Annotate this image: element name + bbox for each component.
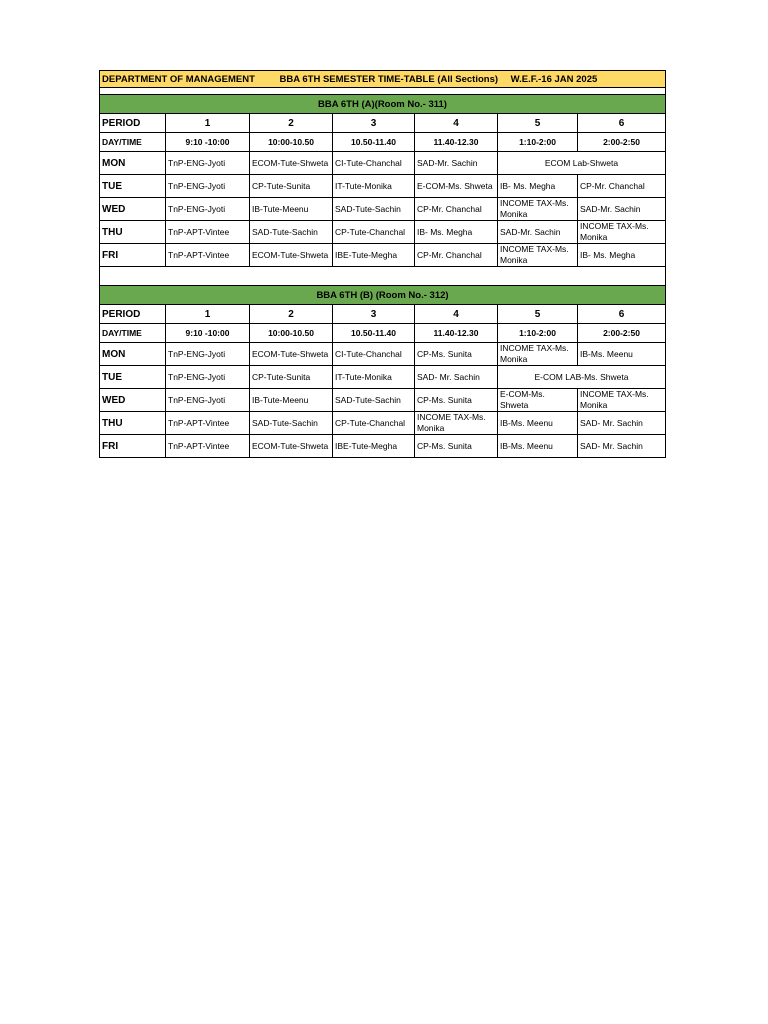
day-cell: MON	[100, 152, 166, 175]
table-cell: SAD-Mr. Sachin	[578, 198, 666, 221]
period-2: 2	[250, 114, 333, 133]
daytime-label: DAY/TIME	[100, 324, 166, 343]
period-row	[100, 114, 666, 133]
table-cell: CP-Ms. Sunita	[415, 343, 498, 366]
table-cell: SAD-Mr. Sachin	[498, 221, 578, 244]
table-cell: TnP-APT-Vintee	[166, 244, 250, 267]
period-6: 6	[578, 305, 666, 324]
table-cell: SAD-Tute-Sachin	[250, 412, 333, 435]
time-2: 10:00-10.50	[250, 133, 333, 152]
daytime-label: DAY/TIME	[100, 133, 166, 152]
table-row	[100, 366, 666, 389]
time-6: 2:00-2:50	[578, 133, 666, 152]
table-row	[100, 198, 666, 221]
table-cell: CI-Tute-Chanchal	[333, 343, 415, 366]
day-cell: FRI	[100, 435, 166, 458]
table-cell: INCOME TAX-Ms. Monika	[578, 221, 666, 244]
table-cell: CP-Mr. Chanchal	[578, 175, 666, 198]
department-title: DEPARTMENT OF MANAGEMENT	[102, 73, 255, 85]
table-cell: INCOME TAX-Ms. Monika	[498, 343, 578, 366]
table-row	[100, 244, 666, 267]
table-cell: IBE-Tute-Megha	[333, 244, 415, 267]
table-cell: IB-Tute-Meenu	[250, 389, 333, 412]
table-cell: IBE-Tute-Megha	[333, 435, 415, 458]
period-5: 5	[498, 114, 578, 133]
period-1: 1	[166, 305, 250, 324]
timetable	[99, 70, 666, 458]
table-cell: IB-Ms. Meenu	[578, 343, 666, 366]
table-cell: CP-Tute-Sunita	[250, 175, 333, 198]
day-cell: TUE	[100, 366, 166, 389]
table-cell: IB-Ms. Meenu	[498, 435, 578, 458]
period-label: PERIOD	[100, 305, 166, 324]
table-cell: INCOME TAX-Ms. Monika	[415, 412, 498, 435]
period-2: 2	[250, 305, 333, 324]
period-5: 5	[498, 305, 578, 324]
table-cell: CP-Mr. Chanchal	[415, 244, 498, 267]
table-row	[100, 412, 666, 435]
wef-date: W.E.F.-16 JAN 2025	[510, 73, 598, 85]
table-cell: IB- Ms. Megha	[578, 244, 666, 267]
table-cell: CP-Tute-Chanchal	[333, 412, 415, 435]
table-cell: CP-Ms. Sunita	[415, 389, 498, 412]
table-row	[100, 221, 666, 244]
table-row	[100, 389, 666, 412]
section-a-header	[100, 95, 666, 114]
table-cell: TnP-ENG-Jyoti	[166, 198, 250, 221]
table-cell: IT-Tute-Monika	[333, 366, 415, 389]
time-1: 9:10 -10:00	[166, 133, 250, 152]
period-3: 3	[333, 305, 415, 324]
table-cell: CP-Tute-Chanchal	[333, 221, 415, 244]
table-cell: TnP-ENG-Jyoti	[166, 389, 250, 412]
table-cell: ECOM-Tute-Shweta	[250, 244, 333, 267]
day-cell: FRI	[100, 244, 166, 267]
table-cell: INCOME TAX-Ms. Monika	[498, 244, 578, 267]
table-cell: SAD-Tute-Sachin	[250, 221, 333, 244]
table-cell: TnP-ENG-Jyoti	[166, 366, 250, 389]
table-cell: SAD-Mr. Sachin	[415, 152, 498, 175]
table-cell: TnP-APT-Vintee	[166, 435, 250, 458]
table-cell: IT-Tute-Monika	[333, 175, 415, 198]
day-cell: THU	[100, 221, 166, 244]
table-cell: ECOM-Tute-Shweta	[250, 343, 333, 366]
section-b-title: BBA 6TH (B) (Room No.- 312)	[100, 286, 666, 305]
table-cell: E-COM-Ms. Shweta	[415, 175, 498, 198]
day-cell: MON	[100, 343, 166, 366]
day-cell: WED	[100, 198, 166, 221]
section-b-header	[100, 286, 666, 305]
table-cell: TnP-ENG-Jyoti	[166, 175, 250, 198]
title-row	[100, 71, 666, 88]
table-cell: TnP-APT-Vintee	[166, 412, 250, 435]
period-4: 4	[415, 114, 498, 133]
time-4: 11.40-12.30	[415, 324, 498, 343]
table-row	[100, 175, 666, 198]
table-cell: SAD-Tute-Sachin	[333, 389, 415, 412]
period-row	[100, 305, 666, 324]
table-cell: ECOM-Tute-Shweta	[250, 152, 333, 175]
table-row	[100, 343, 666, 366]
table-cell: SAD-Tute-Sachin	[333, 198, 415, 221]
table-cell: IB- Ms. Megha	[498, 175, 578, 198]
table-cell: INCOME TAX-Ms. Monika	[578, 389, 666, 412]
time-2: 10:00-10.50	[250, 324, 333, 343]
table-cell: ECOM Lab-Shweta	[498, 152, 666, 175]
day-cell: THU	[100, 412, 166, 435]
time-3: 10.50-11.40	[333, 133, 415, 152]
table-cell: SAD- Mr. Sachin	[578, 412, 666, 435]
table-cell: ECOM-Tute-Shweta	[250, 435, 333, 458]
table-cell: SAD- Mr. Sachin	[415, 366, 498, 389]
period-3: 3	[333, 114, 415, 133]
period-6: 6	[578, 114, 666, 133]
time-row	[100, 324, 666, 343]
table-row	[100, 152, 666, 175]
timetable-sheet	[99, 70, 665, 458]
period-label: PERIOD	[100, 114, 166, 133]
table-row	[100, 435, 666, 458]
time-5: 1:10-2:00	[498, 324, 578, 343]
day-cell: WED	[100, 389, 166, 412]
day-cell: TUE	[100, 175, 166, 198]
spacer-row	[100, 88, 666, 95]
table-cell: TnP-APT-Vintee	[166, 221, 250, 244]
period-4: 4	[415, 305, 498, 324]
table-cell: INCOME TAX-Ms. Monika	[498, 198, 578, 221]
table-cell: CP-Ms. Sunita	[415, 435, 498, 458]
time-row	[100, 133, 666, 152]
table-cell: TnP-ENG-Jyoti	[166, 343, 250, 366]
time-4: 11.40-12.30	[415, 133, 498, 152]
table-cell: TnP-ENG-Jyoti	[166, 152, 250, 175]
table-cell: E-COM-Ms. Shweta	[498, 389, 578, 412]
table-cell: CP-Mr. Chanchal	[415, 198, 498, 221]
table-cell: IB-Tute-Meenu	[250, 198, 333, 221]
table-cell: CP-Tute-Sunita	[250, 366, 333, 389]
time-6: 2:00-2:50	[578, 324, 666, 343]
table-cell: IB- Ms. Megha	[415, 221, 498, 244]
table-cell: E-COM LAB-Ms. Shweta	[498, 366, 666, 389]
section-a-title: BBA 6TH (A)(Room No.- 311)	[100, 95, 666, 114]
period-1: 1	[166, 114, 250, 133]
table-cell: CI-Tute-Chanchal	[333, 152, 415, 175]
time-3: 10.50-11.40	[333, 324, 415, 343]
title-cell	[100, 71, 666, 88]
time-1: 9:10 -10:00	[166, 324, 250, 343]
table-cell: IB-Ms. Meenu	[498, 412, 578, 435]
table-cell: SAD- Mr. Sachin	[578, 435, 666, 458]
spacer-row	[100, 267, 666, 286]
time-5: 1:10-2:00	[498, 133, 578, 152]
timetable-title: BBA 6TH SEMESTER TIME-TABLE (All Sections)	[279, 73, 499, 85]
